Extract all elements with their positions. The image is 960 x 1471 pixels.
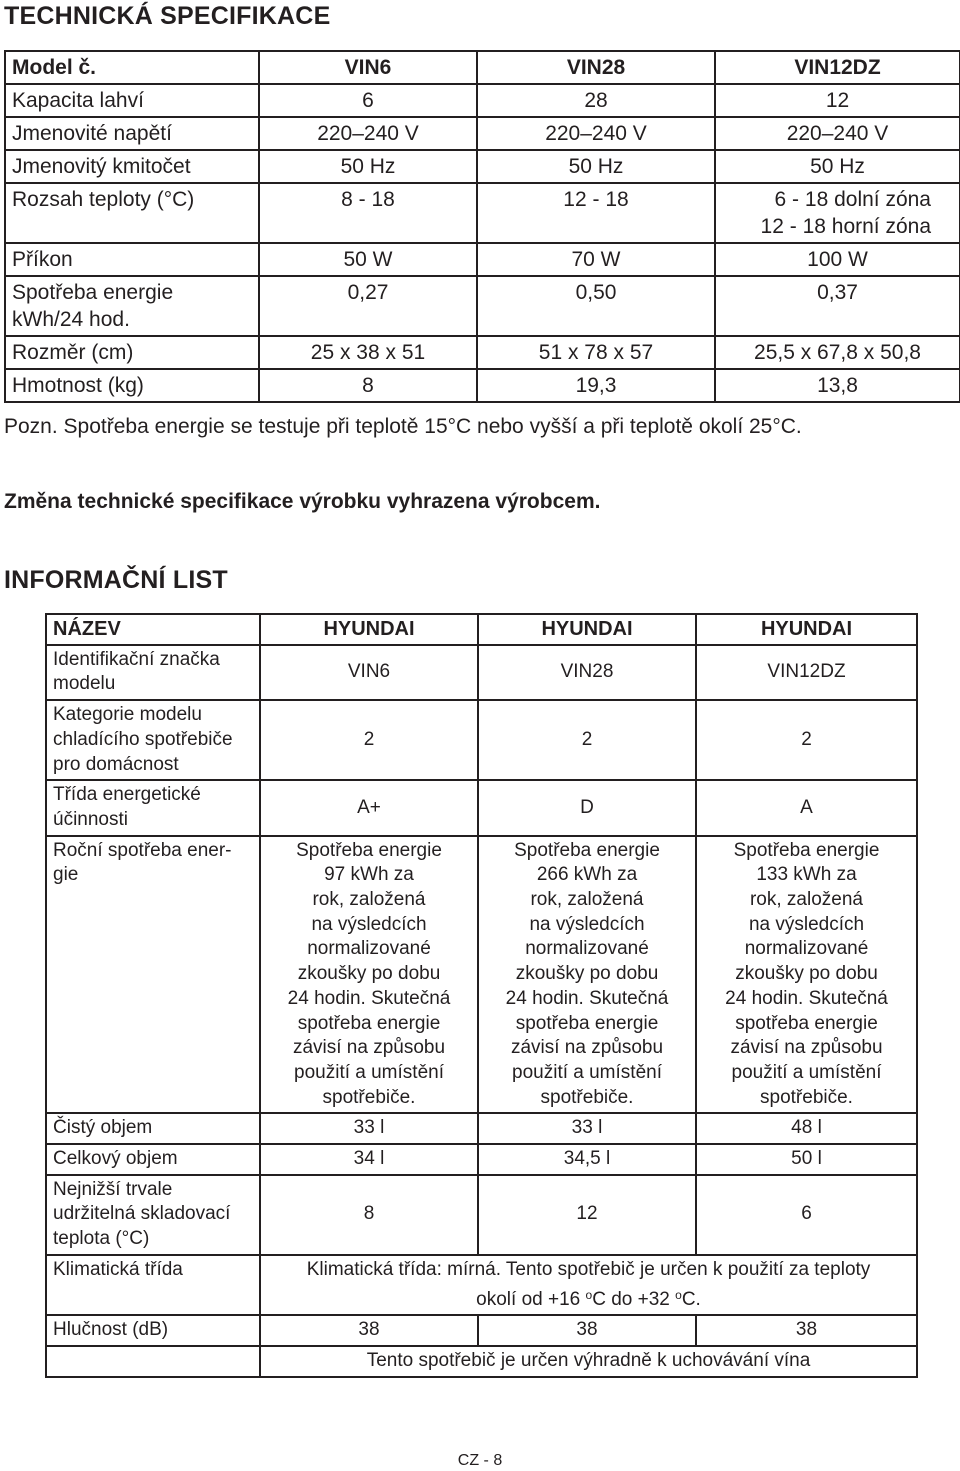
climate-text: C do +32 [592,1288,676,1310]
info-label-empty [46,1346,260,1377]
info-label-line: Nejnižší trvale [53,1178,173,1200]
info-label: Čistý objem [46,1113,260,1144]
spec-value: 50 Hz [715,150,960,183]
spec-label-line: Spotřeba energie [12,281,174,304]
spec-title: TECHNICKÁ SPECIFIKACE [4,2,331,30]
info-row-climate-class [46,1255,917,1315]
info-label [46,700,260,780]
spec-row-weight [5,369,960,402]
spec-value: 220–240 V [715,117,960,150]
annual-line: rok, založená [312,889,426,911]
annual-line: spotřebiče. [760,1086,853,1108]
info-row-gross-volume [46,1144,917,1175]
info-header-name: NÁZEV [46,614,260,645]
annual-line: na výsledcích [529,913,645,935]
spec-value: 28 [477,84,715,117]
info-table [45,613,918,1378]
degree-mark: o [675,1287,682,1302]
info-value: 38 [478,1315,696,1346]
annual-line: zkoušky po dobu [515,963,659,985]
annual-line: normalizované [307,938,431,960]
annual-line: použití a umístění [512,1061,662,1083]
annual-line: rok, založená [749,889,863,911]
info-label-line: Kategorie modelu [53,704,202,726]
info-value: 6 [696,1175,917,1255]
spec-value: 100 W [715,243,960,276]
info-value: A+ [260,780,478,835]
annual-line: zkoušky po dobu [297,963,441,985]
annual-line: 24 hodin. Skutečná [287,987,451,1009]
info-value-annual [260,836,478,1114]
annual-line: normalizované [525,938,649,960]
info-label: Celkový objem [46,1144,260,1175]
annual-line: závisí na způsobu [292,1037,446,1059]
info-row-category [46,700,917,780]
info-value: 38 [696,1315,917,1346]
spec-header-row [5,51,960,84]
info-value-climate [260,1255,917,1315]
info-value-annual [478,836,696,1114]
info-label-line: teplota (°C) [53,1228,150,1250]
spec-value: 6 [259,84,477,117]
annual-line: Spotřeba energie [733,839,880,861]
info-row-annual-consumption [46,836,917,1114]
annual-line: 266 kWh za [536,864,638,886]
info-row-lowest-temperature [46,1175,917,1255]
info-value: 8 [260,1175,478,1255]
spec-label: Kapacita lahví [5,84,259,117]
info-value: 50 l [696,1144,917,1175]
info-value: 33 l [478,1113,696,1144]
spec-label [5,276,259,336]
annual-line: rok, založená [530,889,644,911]
info-value: VIN28 [478,645,696,700]
spec-header-vin6: VIN6 [259,51,477,84]
info-row-model [46,645,917,700]
info-row-wine-note [46,1346,917,1377]
annual-line: 97 kWh za [324,864,414,886]
degree-mark: o [585,1287,593,1302]
info-value: 2 [478,700,696,780]
info-label [46,780,260,835]
annual-line: spotřeba energie [297,1012,441,1034]
spec-label: Hmotnost (kg) [5,369,259,402]
spec-value: 0,50 [477,276,715,336]
spec-value: 25 x 38 x 51 [259,336,477,369]
spec-value: 50 Hz [259,150,477,183]
annual-line: použití a umístění [731,1061,882,1083]
climate-text: C. [681,1288,701,1310]
spec-value: 19,3 [477,369,715,402]
test-note: Pozn. Spotřeba energie se testuje při teplotě 15°C nebo vyšší a při teplotě okolí 25°C. [4,415,802,438]
info-value: 38 [260,1315,478,1346]
annual-line: spotřeba energie [515,1012,659,1034]
page-number: CZ - 8 [457,1452,503,1469]
spec-header-vin12dz: VIN12DZ [715,51,960,84]
annual-line: normalizované [744,938,869,960]
spec-value: 12 [715,84,960,117]
info-label-line: účinnosti [53,808,128,830]
info-label-line: udržitelná skladovací [53,1203,231,1225]
spec-label: Rozsah teploty (°C) [5,183,259,243]
info-label-line: Třída energetické [53,784,201,806]
wine-note: Tento spotřebič je určen výhradně k uchovávání vína [260,1346,917,1377]
spec-value: 12 - 18 [477,183,715,243]
annual-line: 24 hodin. Skutečná [725,987,888,1009]
info-label-line: modelu [53,673,116,695]
info-label: Klimatická třída [46,1255,260,1315]
spec-row-dimensions [5,336,960,369]
info-row-noise [46,1315,917,1346]
info-row-energy-class [46,780,917,835]
annual-line: spotřeba energie [735,1012,878,1034]
spec-value: 8 - 18 [259,183,477,243]
info-value: VIN12DZ [696,645,917,700]
spec-value: 25,5 x 67,8 x 50,8 [715,336,960,369]
climate-text: okolí od +16 [476,1288,586,1310]
spec-table [4,50,960,403]
annual-line: závisí na způsobu [510,1037,664,1059]
spec-row-power [5,243,960,276]
annual-line: spotřebiče. [322,1086,416,1108]
spec-label: Jmenovitý kmitočet [5,150,259,183]
spec-label: Jmenovité napětí [5,117,259,150]
info-header-brand: HYUNDAI [478,614,696,645]
info-value: 33 l [260,1113,478,1144]
annual-line: spotřebiče. [540,1086,634,1108]
info-header-brand: HYUNDAI [260,614,478,645]
spec-value: 220–240 V [259,117,477,150]
annual-line: zkoušky po dobu [735,963,878,985]
spec-row-frequency [5,150,960,183]
spec-value: 70 W [477,243,715,276]
spec-value: 50 Hz [477,150,715,183]
spec-value: 51 x 78 x 57 [477,336,715,369]
info-title: INFORMAČNÍ LIST [4,566,228,594]
spec-value: 220–240 V [477,117,715,150]
info-label-line: Identifikační značka [53,648,220,670]
climate-line [261,1283,916,1313]
annual-line: Spotřeba energie [296,839,442,861]
spec-value-upper-zone: 12 - 18 horní zóna [760,215,931,238]
spec-value-lower-zone: 6 - 18 dolní zóna [774,188,931,211]
info-value: D [478,780,696,835]
annual-line: použití a umístění [294,1061,444,1083]
info-value: 2 [260,700,478,780]
spec-row-bottles [5,84,960,117]
spec-value [715,183,960,243]
spec-value: 8 [259,369,477,402]
annual-line: 133 kWh za [756,864,857,886]
spec-label-line: kWh/24 hod. [12,308,130,331]
info-value: 2 [696,700,917,780]
info-label-line: chladícího spotřebiče [53,728,233,750]
spec-header-vin28: VIN28 [477,51,715,84]
annual-line: 24 hodin. Skutečná [505,987,669,1009]
annual-line: na výsledcích [311,913,427,935]
info-label [46,1175,260,1255]
info-value: 12 [478,1175,696,1255]
spec-row-temperature [5,183,960,243]
spec-value: 50 W [259,243,477,276]
info-value-annual [696,836,917,1114]
annual-line: Spotřeba energie [514,839,660,861]
info-value: 34,5 l [478,1144,696,1175]
spec-value: 13,8 [715,369,960,402]
spec-value: 0,37 [715,276,960,336]
spec-row-energy [5,276,960,336]
annual-line: závisí na způsobu [730,1037,883,1059]
info-label [46,836,260,1114]
info-header-row [46,614,917,645]
info-value: A [696,780,917,835]
info-row-net-volume [46,1113,917,1144]
spec-value: 0,27 [259,276,477,336]
info-label-line: gie [53,864,79,886]
climate-line: Klimatická třída: mírná. Tento spotřebič je určen k použití za teploty [306,1258,871,1280]
info-label-line: pro domácnost [53,753,179,775]
info-value: 34 l [260,1144,478,1175]
info-header-brand: HYUNDAI [696,614,917,645]
info-label [46,645,260,700]
annual-line: na výsledcích [748,913,865,935]
spec-label: Rozměr (cm) [5,336,259,369]
spec-header-model: Model č. [5,51,259,84]
info-value: VIN6 [260,645,478,700]
info-value: 48 l [696,1113,917,1144]
info-label-line: Roční spotřeba ener- [53,839,232,861]
info-label: Hlučnost (dB) [46,1315,260,1346]
spec-row-voltage [5,117,960,150]
change-note: Změna technické specifikace výrobku vyhrazena výrobcem. [4,490,601,513]
spec-label: Příkon [5,243,259,276]
